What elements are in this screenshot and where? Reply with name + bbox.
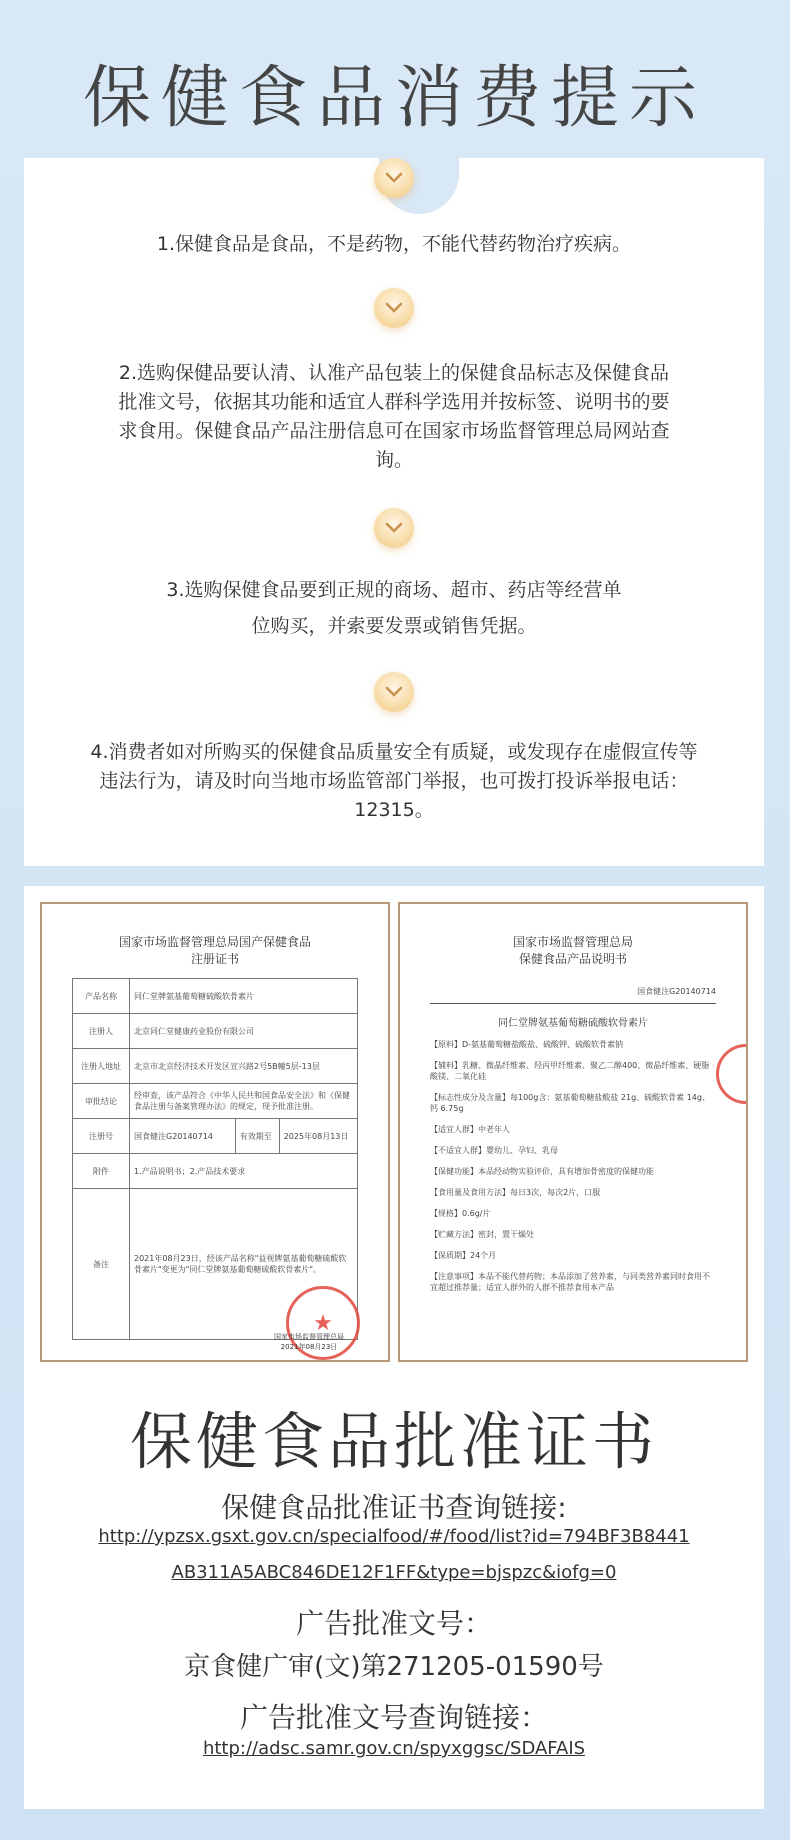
registration-certificate-image	[40, 902, 390, 1362]
notice-item-3: 3.选购保健食品要到正规的商场、超市、药店等经营单位购买，并索要发票或销售凭据。	[166, 579, 622, 637]
spec-product: 同仁堂牌氨基葡萄糖硫酸软骨素片	[430, 1003, 716, 1029]
query-link-part-1[interactable]: http://ypzsx.gsxt.gov.cn/specialfood/#/food/list?id=794BF3B8441	[98, 1526, 690, 1547]
query-label: 保健食品批准证书查询链接:	[221, 1491, 567, 1524]
ad-approval-label: 广告批准文号：	[295, 1607, 492, 1640]
chevron-down-icon	[374, 158, 414, 198]
spec-line: 【标志性成分及含量】每100g含：氨基葡萄糖盐酸盐 21g、硫酸软骨素 14g、钙 6.75g	[430, 1093, 710, 1113]
chevron-down-icon	[374, 672, 414, 712]
spec-title: 国家市场监督管理总局 保健食品产品说明书	[512, 935, 633, 966]
notice-item-4: 4.消费者如对所购买的保健食品质量安全有质疑，或发现存在虚假宣传等违法行为，请及时向当地市场监管部门举报，也可拨打投诉举报电话：12315。	[90, 741, 698, 821]
ad-query-label: 广告批准文号查询链接：	[239, 1701, 548, 1734]
notice-item-2: 2.选购保健品要认清、认准产品包装上的保健食品标志及保健食品批准文号，依据其功能和适宜人群科学选用并按标签、说明书的要求食用。保健食品产品注册信息可在国家市场监督管理总局网站查询。	[118, 362, 670, 471]
table-row: 备注 2021年08月23日，经该产品名称"益视牌氨基葡萄糖硫酸软骨素片"变更为"同仁堂牌氨基葡萄糖硫酸软骨素片"。	[73, 1189, 358, 1340]
certificate-title: 国家市场监督管理总局国产保健食品 注册证书	[118, 935, 311, 966]
spec-line: 【食用量及食用方法】每日3次，每次2片，口服	[430, 1188, 601, 1197]
table-row: 产品名称 同仁堂牌氨基葡萄糖硫酸软骨素片	[73, 979, 358, 1014]
table-row: 注册人地址 北京市北京经济技术开发区宣兴路2号5B幢5层-13层	[73, 1049, 358, 1084]
spec-line: 【保质期】24个月	[430, 1251, 497, 1260]
consumer-notice-card	[24, 158, 764, 866]
spec-line: 【注意事项】本品不能代替药物；本品添加了营养素，与同类营养素同时食用不宜超过推荐量；适宜人群外的人群不推荐食用本产品	[430, 1272, 710, 1292]
table-row: 注册人 北京同仁堂健康药业股份有限公司	[73, 1014, 358, 1049]
page-title: 保健食品消费提示	[82, 59, 707, 138]
spec-line: 【贮藏方法】密封，置干燥处	[430, 1230, 534, 1239]
table-row: 注册号 国食健注G20140714 有效期至 2025年08月13日	[73, 1119, 358, 1154]
spec-line: 【适宜人群】中老年人	[430, 1125, 510, 1134]
spec-line: 【不适宜人群】婴幼儿、孕妇、乳母	[430, 1146, 558, 1155]
official-seal	[716, 1044, 748, 1104]
approval-heading: 保健食品批准证书	[129, 1405, 658, 1478]
ad-query-link[interactable]: http://adsc.samr.gov.cn/spyxggsc/SDAFAIS	[202, 1738, 586, 1759]
query-link-part-2[interactable]: AB311A5ABC846DE12F1FF&type=bjspzc&iofg=0	[171, 1562, 617, 1583]
product-spec-image	[398, 902, 748, 1362]
chevron-down-icon	[374, 288, 414, 328]
spec-line: 【保健功能】本品经动物实验评价，具有增加骨密度的保健功能	[430, 1167, 654, 1176]
table-row: 附件 1.产品说明书；2.产品技术要求	[73, 1154, 358, 1189]
chevron-down-icon	[374, 508, 414, 548]
spec-line: 【原料】D-氨基葡萄糖盐酸盐、硫酸钾、硫酸软骨素钠	[430, 1040, 624, 1049]
table-row: 审批结论 经审查，该产品符合《中华人民共和国食品安全法》和《保健食品注册与备案管理办法》的规定，现予批准注册。	[73, 1084, 358, 1119]
seal-text: 国家市场监督管理总局 2021年08月23日	[274, 1333, 344, 1351]
spec-line: 【规格】0.6g/片	[430, 1209, 491, 1218]
certificate-card	[24, 886, 764, 1809]
spec-number: 国食健注G20140714	[637, 987, 716, 996]
spec-line: 【辅料】乳糖、微晶纤维素、羟丙甲纤维素、聚乙二醇400、微晶纤维素、硬脂酸镁、二氧化硅	[430, 1061, 710, 1081]
ad-approval-number: 京食健广审(文)第271205-01590号	[184, 1652, 604, 1682]
notice-item-1: 1.保健食品是食品，不是药物，不能代替药物治疗疾病。	[156, 233, 632, 255]
